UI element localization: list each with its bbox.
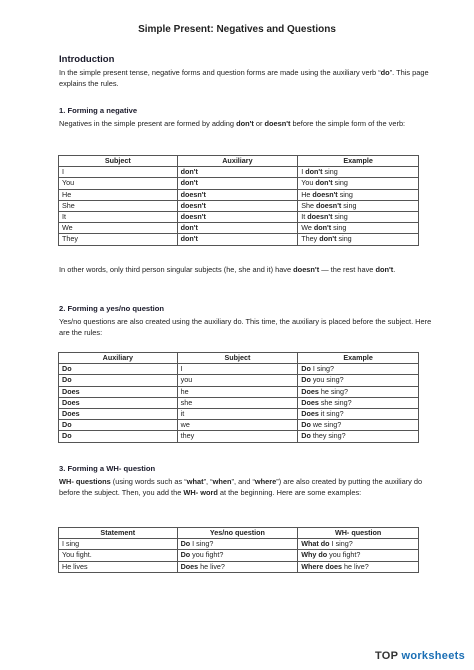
intro-text: In the simple present tense, negative forms and question forms are made using the auxiliary verb “ <box>59 68 381 77</box>
auxiliary-cell: don't <box>177 234 298 245</box>
statement-cell: I sing <box>59 539 178 550</box>
column-header: Statement <box>59 528 178 539</box>
subject-cell: I <box>177 364 298 375</box>
table-row <box>59 189 419 200</box>
column-header: Example <box>298 156 419 167</box>
table-row <box>59 550 419 561</box>
wh-table <box>58 527 419 573</box>
table-row <box>59 200 419 211</box>
subject-cell: It <box>59 212 178 223</box>
intro-text-bold: do <box>380 68 390 77</box>
column-header: Yes/no question <box>177 528 298 539</box>
example-cell: He doesn't sing <box>298 189 419 200</box>
summary-text-mid: — the rest have <box>319 265 376 274</box>
yesno-cell: Do I sing? <box>177 539 298 550</box>
summary-text-bold: don't <box>375 265 394 274</box>
column-header: Auxiliary <box>59 353 178 364</box>
column-header: Example <box>298 353 419 364</box>
auxiliary-cell: Do <box>59 375 178 386</box>
yesno-cell: Does he live? <box>177 561 298 572</box>
auxiliary-cell: Does <box>59 397 178 408</box>
wh-cell: Why do you fight? <box>298 550 419 561</box>
intro-heading: Introduction <box>59 54 115 65</box>
subject-cell: you <box>177 375 298 386</box>
table-row <box>59 212 419 223</box>
example-cell: You don't sing <box>298 178 419 189</box>
wh-text: at the beginning. Here are some examples: <box>217 488 362 497</box>
auxiliary-cell: Do <box>59 420 178 431</box>
wh-text-bold: where <box>254 477 277 486</box>
subject-cell: They <box>59 234 178 245</box>
wh-text-bold: WH- word <box>183 488 218 497</box>
table-row <box>59 397 419 408</box>
subject-cell: She <box>59 200 178 211</box>
summary-text-end: . <box>393 265 396 274</box>
subject-cell: he <box>177 386 298 397</box>
negative-table <box>58 155 419 246</box>
subject-cell: You <box>59 178 178 189</box>
subject-cell: she <box>177 397 298 408</box>
subject-cell: we <box>177 420 298 431</box>
summary-text: In other words, only third person singular subjects (he, she and it) have <box>59 265 294 274</box>
yesno-heading: 2. Forming a yes/no question <box>59 304 165 313</box>
wh-text: (using words such as “ <box>110 477 187 486</box>
yesno-table <box>58 352 419 443</box>
wh-text: ”, “ <box>203 477 213 486</box>
wh-text-bold: when <box>212 477 232 486</box>
yesno-paragraph: Yes/no questions are also created using the auxiliary do. This time, the auxiliary is placed before the subject. Here are the rules: <box>59 317 432 337</box>
wh-text-bold: WH- questions <box>59 477 111 486</box>
negative-text-mid: or <box>253 119 265 128</box>
auxiliary-cell: Do <box>59 364 178 375</box>
example-cell: She doesn't sing <box>298 200 419 211</box>
wh-cell: Where does he live? <box>298 561 419 572</box>
auxiliary-cell: doesn't <box>177 212 298 223</box>
statement-cell: He lives <box>59 561 178 572</box>
logo-text: TOP <box>374 650 399 662</box>
table-row <box>59 364 419 375</box>
table-row <box>59 223 419 234</box>
example-cell: Does he sing? <box>298 386 419 397</box>
wh-paragraph <box>59 476 437 498</box>
example-cell: I don't sing <box>298 167 419 178</box>
wh-heading: 3. Forming a WH- question <box>59 464 156 473</box>
column-header: Auxiliary <box>177 156 298 167</box>
table-row <box>59 375 419 386</box>
wh-text-bold: what <box>186 477 204 486</box>
auxiliary-cell: Does <box>59 386 178 397</box>
table-row <box>59 409 419 420</box>
yesno-cell: Do you fight? <box>177 550 298 561</box>
wh-cell: What do I sing? <box>298 539 419 550</box>
page-title: Simple Present: Negatives and Questions <box>138 24 336 35</box>
negative-summary <box>59 264 437 275</box>
table-row <box>59 178 419 189</box>
example-cell: Do we sing? <box>298 420 419 431</box>
subject-cell: He <box>59 189 178 200</box>
summary-text-bold: doesn't <box>293 265 320 274</box>
auxiliary-cell: Do <box>59 431 178 442</box>
example-cell: It doesn't sing <box>298 212 419 223</box>
auxiliary-cell: doesn't <box>177 200 298 211</box>
logo-text: worksheets <box>398 650 465 662</box>
negative-text-end: before the simple form of the verb: <box>290 119 406 128</box>
subject-cell: I <box>59 167 178 178</box>
intro-text-end: ”. This page explains the rules. <box>59 68 429 88</box>
example-cell: Does she sing? <box>298 397 419 408</box>
example-cell: Does it sing? <box>298 409 419 420</box>
negative-text-bold: don't <box>236 119 254 128</box>
table-row <box>59 561 419 572</box>
column-header: Subject <box>59 156 178 167</box>
table-header-row <box>59 528 419 539</box>
subject-cell: they <box>177 431 298 442</box>
negative-heading: 1. Forming a negative <box>59 106 138 115</box>
auxiliary-cell: don't <box>177 167 298 178</box>
table-header-row <box>59 353 419 364</box>
table-row <box>59 420 419 431</box>
wh-text: ”, and “ <box>231 477 255 486</box>
statement-cell: You fight. <box>59 550 178 561</box>
example-cell: Do you sing? <box>298 375 419 386</box>
table-row <box>59 234 419 245</box>
table-row <box>59 431 419 442</box>
intro-paragraph <box>59 67 437 89</box>
example-cell: We don't sing <box>298 223 419 234</box>
auxiliary-cell: don't <box>177 223 298 234</box>
footer-logo[interactable] <box>375 650 465 662</box>
auxiliary-cell: doesn't <box>177 189 298 200</box>
table-row <box>59 167 419 178</box>
auxiliary-cell: don't <box>177 178 298 189</box>
table-row <box>59 539 419 550</box>
table-row <box>59 386 419 397</box>
negative-paragraph <box>59 118 437 129</box>
wh-text: ”) are also created by putting the auxiliary do before the subject. Then, you add the <box>59 477 423 497</box>
table-header-row <box>59 156 419 167</box>
example-cell: They don't sing <box>298 234 419 245</box>
column-header: Subject <box>177 353 298 364</box>
example-cell: Do they sing? <box>298 431 419 442</box>
subject-cell: We <box>59 223 178 234</box>
column-header: WH- question <box>298 528 419 539</box>
negative-text: Negatives in the simple present are formed by adding <box>59 119 237 128</box>
example-cell: Do I sing? <box>298 364 419 375</box>
auxiliary-cell: Does <box>59 409 178 420</box>
subject-cell: it <box>177 409 298 420</box>
negative-text-bold: doesn't <box>264 119 291 128</box>
